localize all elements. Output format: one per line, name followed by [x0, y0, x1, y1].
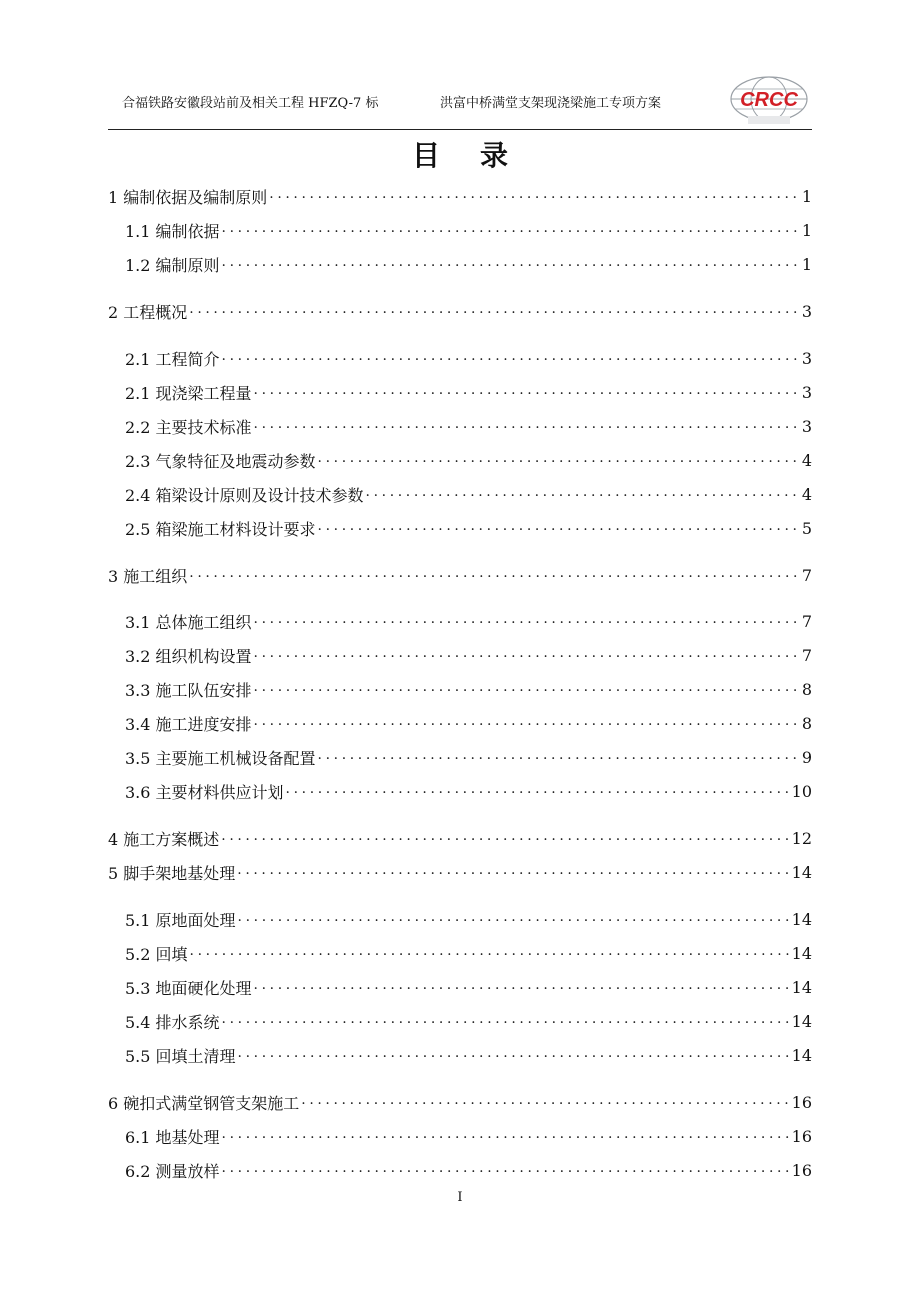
toc-entry[interactable] [108, 250, 812, 278]
toc-entry[interactable] [108, 514, 812, 542]
toc-dot-leader [301, 1092, 789, 1112]
toc-entry-label: 3.1 总体施工组织 [125, 612, 252, 632]
toc-entry[interactable] [108, 480, 812, 508]
toc-entry-page: 16 [791, 1126, 812, 1146]
toc-entry[interactable] [108, 216, 812, 244]
toc-entry-label: 3.4 施工进度安排 [125, 714, 252, 734]
toc-dot-leader [254, 679, 800, 699]
toc-entry-page: 9 [801, 747, 812, 767]
toc-entry-page: 1 [801, 220, 812, 240]
toc-entry-page: 14 [791, 977, 812, 997]
toc-entry-label: 2.2 主要技术标准 [125, 417, 252, 437]
toc-entry-page: 1 [801, 254, 812, 274]
toc-dot-leader [222, 348, 800, 368]
toc-entry-label: 3 施工组织 [108, 566, 188, 586]
toc-entry[interactable] [108, 1088, 812, 1116]
toc-entry-page: 3 [801, 416, 812, 436]
toc-entry[interactable] [108, 297, 812, 325]
toc-entry[interactable] [108, 709, 812, 737]
toc-entry[interactable] [108, 378, 812, 406]
toc-entry-page: 1 [801, 186, 812, 206]
toc-entry-label: 1.2 编制原则 [125, 255, 220, 275]
toc-entry[interactable] [108, 1156, 812, 1184]
toc-entry-label: 5.4 排水系统 [125, 1012, 220, 1032]
toc-entry[interactable] [108, 641, 812, 669]
toc-entry-label: 2.1 工程简介 [125, 349, 220, 369]
toc-entry-page: 14 [791, 1011, 812, 1031]
toc-entry[interactable] [108, 1007, 812, 1035]
toc-entry-label: 2.5 箱梁施工材料设计要求 [125, 519, 316, 539]
toc-entry-page: 3 [801, 301, 812, 321]
toc-dot-leader [254, 382, 800, 402]
toc-dot-leader [254, 977, 790, 997]
toc-entry-label: 3.5 主要施工机械设备配置 [125, 748, 316, 768]
toc-entry-page: 8 [801, 679, 812, 699]
toc-entry-label: 3.6 主要材料供应计划 [125, 782, 284, 802]
toc-entry-label: 2.3 气象特征及地震动参数 [125, 451, 316, 471]
toc-dot-leader [222, 1160, 790, 1180]
toc-entry-label: 6.1 地基处理 [125, 1127, 220, 1147]
toc-entry-page: 7 [801, 565, 812, 585]
page-header [108, 70, 812, 130]
toc-entry-page: 7 [801, 611, 812, 631]
toc-dot-leader [318, 450, 800, 470]
toc-entry-page: 7 [801, 645, 812, 665]
toc-entry-page: 12 [791, 828, 812, 848]
toc-dot-leader [222, 1011, 790, 1031]
toc-entry[interactable] [108, 412, 812, 440]
toc-entry[interactable] [108, 939, 812, 967]
toc-entry-page: 3 [801, 348, 812, 368]
toc-entry-page: 4 [801, 450, 812, 470]
toc-dot-leader [254, 416, 800, 436]
crcc-logo [726, 74, 812, 128]
toc-dot-leader [189, 301, 800, 321]
toc-entry[interactable] [108, 182, 812, 210]
toc-entry-label: 2 工程概况 [108, 302, 188, 322]
toc-entry[interactable] [108, 1041, 812, 1069]
toc-entry-page: 16 [791, 1160, 812, 1180]
toc-entry[interactable] [108, 973, 812, 1001]
toc-dot-leader [318, 518, 800, 538]
toc-dot-leader [366, 484, 800, 504]
toc-entry[interactable] [108, 1122, 812, 1150]
page-number: I [457, 1190, 463, 1205]
toc-entry-label: 5 脚手架地基处理 [108, 863, 236, 883]
toc-dot-leader [254, 713, 800, 733]
toc-dot-leader [254, 611, 800, 631]
toc-dot-leader [286, 781, 790, 801]
toc-entry[interactable] [108, 905, 812, 933]
toc-entry[interactable] [108, 344, 812, 372]
toc-entry-label: 1.1 编制依据 [125, 221, 220, 241]
toc-entry-label: 5.3 地面硬化处理 [125, 978, 252, 998]
toc-entry-label: 2.4 箱梁设计原则及设计技术参数 [125, 485, 364, 505]
toc-entry[interactable] [108, 607, 812, 635]
toc-dot-leader [254, 645, 800, 665]
toc-entry-page: 8 [801, 713, 812, 733]
toc-dot-leader [222, 1126, 790, 1146]
toc-entry-label: 5.1 原地面处理 [125, 910, 236, 930]
toc-entry-page: 14 [791, 909, 812, 929]
toc-dot-leader [269, 186, 800, 206]
page-title: 目录 [411, 139, 548, 172]
toc-entry-label: 6.2 测量放样 [125, 1161, 220, 1181]
toc-dot-leader [221, 828, 789, 848]
toc-dot-leader [238, 1045, 790, 1065]
toc-dot-leader [190, 943, 790, 963]
toc-entry-label: 5.5 回填土清理 [125, 1046, 236, 1066]
toc-dot-leader [222, 254, 800, 274]
toc-entry[interactable] [108, 824, 812, 852]
toc-entry[interactable] [108, 858, 812, 886]
toc-entry[interactable] [108, 777, 812, 805]
toc-entry-page: 14 [791, 862, 812, 882]
toc-entry-label: 3.2 组织机构设置 [125, 646, 252, 666]
toc-entry-label: 5.2 回填 [125, 944, 188, 964]
toc-entry-page: 5 [801, 518, 812, 538]
toc-entry-label: 1 编制依据及编制原则 [108, 187, 268, 207]
toc-dot-leader [318, 747, 800, 767]
toc-dot-leader [238, 909, 790, 929]
toc-entry[interactable] [108, 561, 812, 589]
toc-entry-page: 14 [791, 943, 812, 963]
toc-dot-leader [237, 862, 789, 882]
toc-entry-page: 14 [791, 1045, 812, 1065]
toc-entry-label: 4 施工方案概述 [108, 829, 220, 849]
toc-dot-leader [189, 565, 800, 585]
header-divider [108, 129, 812, 130]
toc-entry-label: 3.3 施工队伍安排 [125, 680, 252, 700]
toc-entry-label: 2.1 现浇梁工程量 [125, 383, 252, 403]
svg-text:CRCC: CRCC [740, 89, 798, 111]
toc-entry-page: 10 [791, 781, 812, 801]
toc-entry-page: 16 [791, 1092, 812, 1112]
toc-entry[interactable] [108, 675, 812, 703]
toc-entry-page: 3 [801, 382, 812, 402]
header-document-title: 洪富中桥满堂支架现浇梁施工专项方案 [440, 96, 662, 111]
toc-entry-label: 6 碗扣式满堂钢管支架施工 [108, 1093, 300, 1113]
toc-dot-leader [222, 220, 800, 240]
toc-entry[interactable] [108, 446, 812, 474]
toc-entry-page: 4 [801, 484, 812, 504]
header-project-name: 合福铁路安徽段站前及相关工程 HFZQ-7 标 [122, 96, 379, 111]
toc-entry[interactable] [108, 743, 812, 771]
